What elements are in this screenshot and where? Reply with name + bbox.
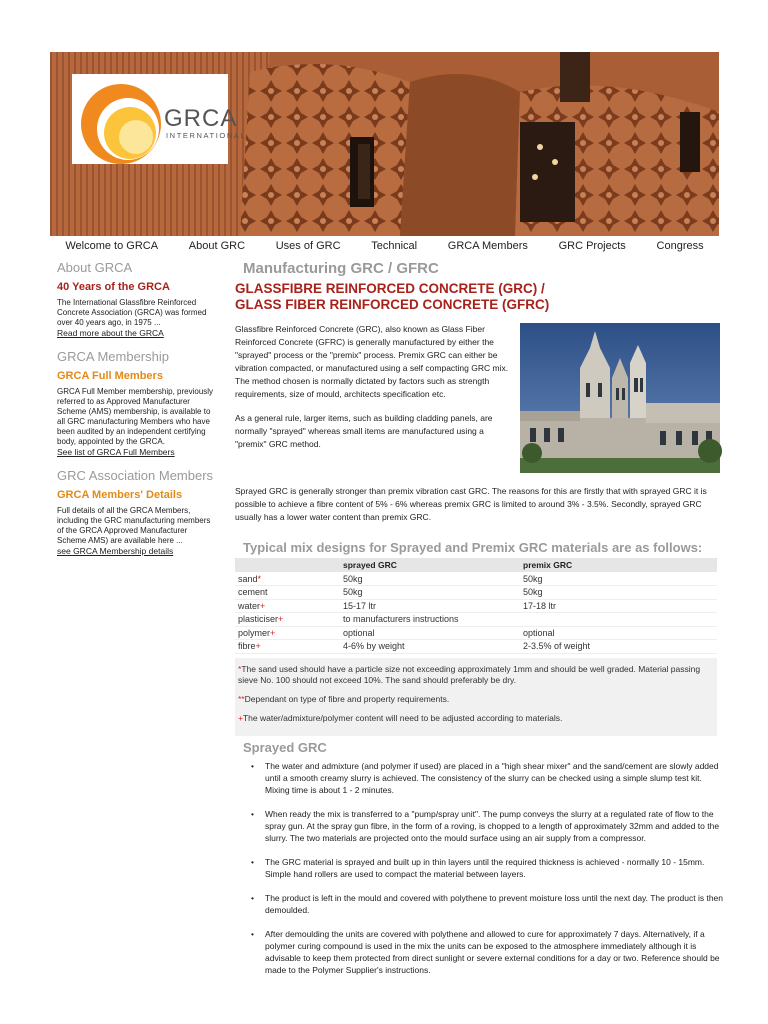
footnote-mark: **	[238, 694, 245, 704]
membership-heading: GRCA Membership	[57, 349, 169, 364]
material-label: fibre	[238, 641, 256, 652]
section-title-line-2: GLASS FIBER REINFORCED CONCRETE (GFRC)	[235, 297, 550, 312]
members-details-title: GRCA Members' Details	[57, 489, 183, 501]
intro-paragraph-1: Glassfibre Reinforced Concrete (GRC), also known as Glass Fiber Reinforced Concrete (GFRC) is generally manufactured by either the "sprayed" process or the "premix" process. Premix GRC can either be vibration compacted, or manufactured using a self compacting GRC mix. The method chosen is normally dictated by factors such as strength requirements, size of mould, architects specification etc.	[235, 324, 509, 399]
building-photo	[520, 323, 720, 473]
table-cell	[235, 572, 340, 586]
material-label: plasticiser	[238, 614, 279, 625]
table-row	[235, 586, 717, 600]
sun-logo-icon	[78, 77, 168, 167]
note-text: Dependant on type of fibre and property requirements.	[244, 694, 450, 704]
table-cell: 15-17 ltr	[340, 599, 520, 613]
list-item: • After demoulding the units are covered with polythene and allowed to cure for approximately 7 days. Alternatively, if a polymer curing compound is used in the mix the units can be exposed to the atmosphere immediately although it is advisable to keep them protected from direct sunlight or severe external conditions for a day or two. Reference should be made to the Polymer Supplier's instructions.	[255, 928, 725, 976]
page-title: Manufacturing GRC / GFRC	[243, 260, 439, 277]
sidebar	[57, 260, 217, 557]
sprayed-grc-heading: Sprayed GRC	[243, 740, 327, 755]
members-details-text: Full details of all the GRCA Members, including the GRC manufacturing members of the GRCA Approved Manufacturer Scheme AMS) are available here ...	[57, 506, 211, 545]
assoc-members-heading: GRC Association Members	[57, 468, 214, 483]
table-row	[235, 613, 717, 627]
sprayed-vs-premix	[235, 485, 725, 535]
table-cell: 4-6% by weight	[340, 640, 520, 654]
table-notes	[235, 658, 717, 736]
table-row	[235, 640, 717, 654]
nav-grca-members[interactable]: GRCA Members	[447, 240, 528, 252]
note-text: The water/admixture/polymer content will need to be adjusted according to materials.	[242, 713, 563, 723]
footnote-mark: *	[238, 664, 242, 674]
material-label: cement	[238, 587, 268, 598]
table-cell: optional	[520, 626, 717, 640]
list-item: • The product is left in the mould and covered with polythene to prevent moisture loss until the next day. The product is then demoulded.	[255, 892, 725, 916]
note-water	[238, 713, 714, 724]
logo-name: GRCA	[164, 105, 238, 132]
note-fibre	[238, 694, 714, 705]
nav-about-grc[interactable]: About GRC	[188, 240, 246, 252]
table-cell	[235, 640, 340, 654]
table-cell	[235, 626, 340, 640]
membership-details-link[interactable]: see GRCA Membership details	[57, 546, 174, 556]
table-cell: 50kg	[520, 586, 717, 600]
table-cell: 2-3.5% of weight	[520, 640, 717, 654]
table-cell: 50kg	[340, 572, 520, 586]
table-cell	[235, 613, 340, 627]
material-label: water	[238, 600, 261, 611]
footnote-mark: +	[260, 600, 266, 611]
table-row	[235, 599, 717, 613]
header-banner	[50, 52, 719, 236]
footnote-mark: +	[238, 713, 243, 723]
table-row	[235, 572, 717, 586]
nav-technical[interactable]: Technical	[371, 240, 418, 252]
table-header: sprayed GRC	[340, 558, 520, 572]
nav-grc-projects[interactable]: GRC Projects	[558, 240, 626, 252]
footnote-mark: *	[257, 573, 262, 584]
table-cell	[520, 613, 717, 627]
nav-welcome[interactable]: Welcome to GRCA	[65, 240, 159, 252]
mix-design-table	[235, 558, 717, 654]
table-cell	[235, 586, 340, 600]
mix-design-heading: Typical mix designs for Sprayed and Premix GRC materials are as follows:	[243, 540, 703, 555]
table-header-row	[235, 558, 717, 572]
table-cell: optional	[340, 626, 520, 640]
material-label: polymer	[238, 627, 271, 638]
list-item: • The GRC material is sprayed and built up in thin layers until the required thickness is achieved - normally 10 - 15mm. Simple hand rollers are used to compact the material between layers.	[255, 856, 725, 880]
section-title-line-1: GLASSFIBRE REINFORCED CONCRETE (GRC) /	[235, 281, 545, 296]
table-cell: to manufacturers instructions	[340, 613, 520, 627]
read-more-link[interactable]: Read more about the GRCA	[57, 328, 164, 338]
full-members-link[interactable]: See list of GRCA Full Members	[57, 447, 175, 457]
intro-text	[235, 323, 510, 462]
gothic-building-image	[520, 323, 720, 473]
footnote-mark: +	[270, 627, 276, 638]
table-cell: 17-18 ltr	[520, 599, 717, 613]
nav-congress[interactable]: Congress	[656, 240, 704, 252]
grca-logo[interactable]	[72, 74, 247, 164]
footnote-mark: +	[255, 641, 261, 652]
table-row	[235, 626, 717, 640]
main-nav	[50, 236, 719, 256]
full-members-title: GRCA Full Members	[57, 370, 163, 382]
table-cell: 50kg	[520, 572, 717, 586]
years-text: The International Glassfibre Reinforced Concrete Association (GRCA) was formed over 40 years ago, in 1975 ...	[57, 298, 207, 327]
footnote-mark: +	[278, 614, 284, 625]
intro-paragraph-2: As a general rule, larger items, such as building cladding panels, are normally "sprayed" whereas small items are manufactured using a "premix" GRC method.	[235, 413, 493, 449]
logo-subtitle: INTERNATIONAL	[166, 131, 247, 140]
main-content	[235, 260, 725, 975]
full-members-text: GRCA Full Member membership, previously referred to as Approved Manufacturer Scheme (AMS) membership, is available to all GRC manufacturing Members who have been audited by an independent certifying body, appointed by the GRCA.	[57, 387, 214, 446]
nav-uses-of-grc[interactable]: Uses of GRC	[275, 240, 341, 252]
note-text: The sand used should have a particle size not exceeding approximately 1mm and should be well graded. Material passing sieve No. 100 should not exceed 10%. The sand should preferably be dry.	[238, 664, 701, 685]
about-grca-heading: About GRCA	[57, 260, 133, 275]
material-label: sand	[238, 573, 258, 584]
table-cell: 50kg	[340, 586, 520, 600]
table-header	[235, 558, 340, 572]
note-sand	[238, 664, 714, 686]
list-item: • The water and admixture (and polymer if used) are placed in a "high shear mixer" and the sand/cement are slowly added until a smooth creamy slurry is achieved. The consistency of the slurry can be checked using a simple slump test kit. Mixing time is about 1 - 2 minutes.	[255, 760, 725, 796]
table-cell	[235, 599, 340, 613]
list-item: • When ready the mix is transferred to a "pump/spray unit". The pump conveys the slurry at a regulated rate of flow to the spray gun. At the spray gun fibre, in the form of a roving, is chopped to a length of approximately 32mm and added to the slurry. The two materials are projected onto the mould surface using an air supply from a compressor.	[255, 808, 725, 844]
sprayed-steps-list	[255, 760, 725, 988]
years-title: 40 Years of the GRCA	[57, 281, 170, 293]
table-header: premix GRC	[520, 558, 717, 572]
sprayed-paragraph: Sprayed GRC is generally stronger than premix vibration cast GRC. The reasons for this are firstly that with sprayed GRC it is possible to achieve a fibre content of 5% - 6% whereas premix GRC is limited to around 3% - 3.5%. Secondly, sprayed GRC usually has a lower water content than premix GRC.	[235, 486, 707, 522]
